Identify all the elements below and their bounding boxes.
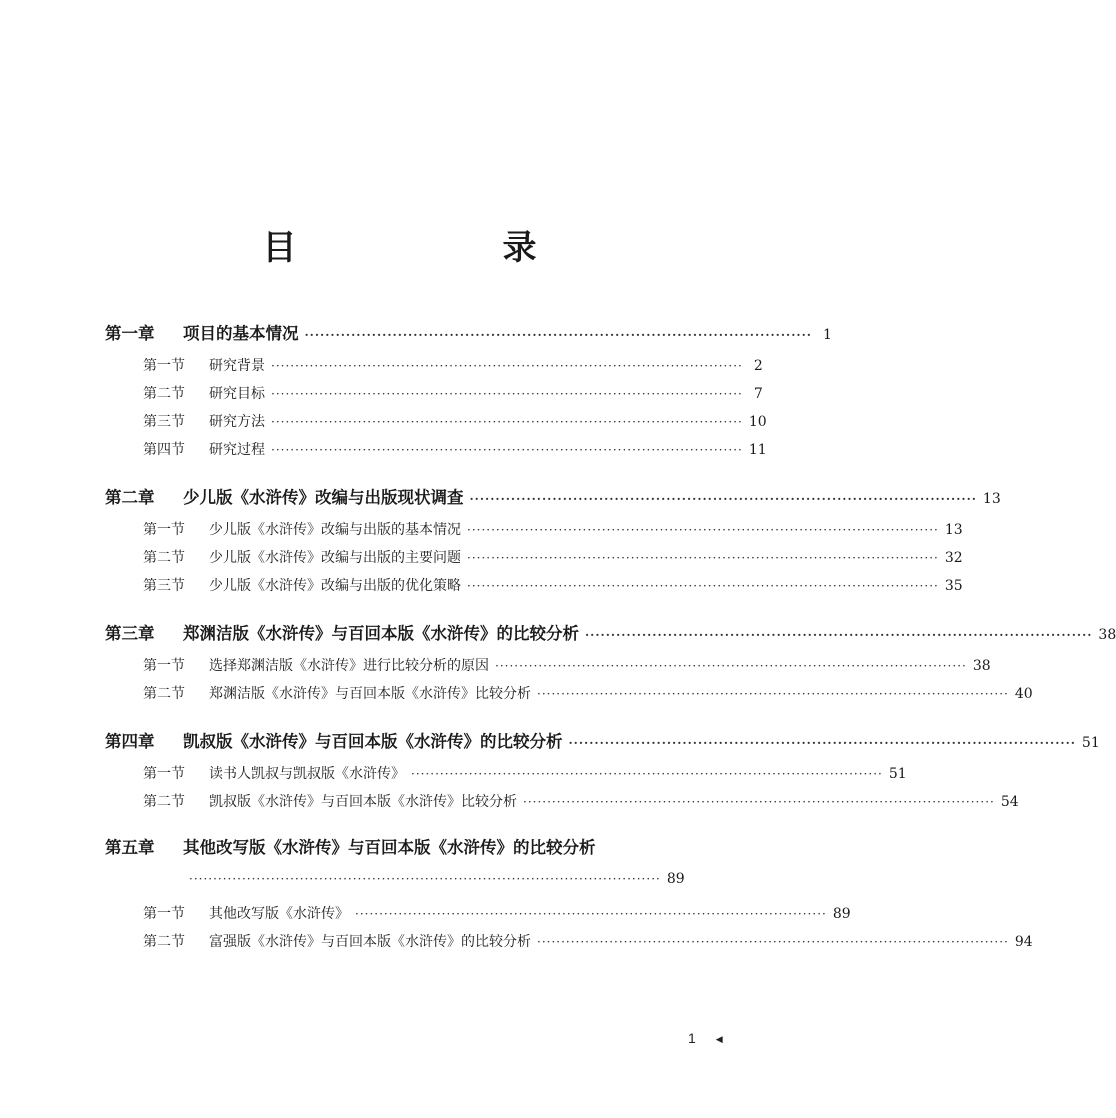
section-number: 第二节 xyxy=(143,550,185,566)
chapter-number: 第一章 xyxy=(105,324,155,343)
toc-chapter-2[interactable] xyxy=(105,480,1001,516)
section-title: 富强版《水浒传》与百回本版《水浒传》的比较分析 xyxy=(209,934,531,950)
chapter-number: 第五章 xyxy=(105,838,155,857)
section-number: 第一节 xyxy=(143,766,185,782)
toc-section[interactable] xyxy=(105,680,1033,708)
chapter-number: 第二章 xyxy=(105,488,155,507)
dot-leader: ·································································································· xyxy=(355,907,827,921)
toc-section[interactable] xyxy=(105,572,963,600)
toc-chapter-1[interactable] xyxy=(105,316,832,352)
dot-leader: ·································································································· xyxy=(469,492,977,506)
section-number: 第一节 xyxy=(143,522,185,538)
section-title: 少儿版《水浒传》改编与出版的主要问题 xyxy=(209,550,461,566)
page-number: 1 xyxy=(823,327,832,343)
chapter-title: 郑渊洁版《水浒传》与百回本版《水浒传》的比较分析 xyxy=(183,624,579,643)
chapter-title: 其他改写版《水浒传》与百回本版《水浒传》的比较分析 xyxy=(183,838,596,857)
toc-section[interactable] xyxy=(105,516,963,544)
section-number: 第二节 xyxy=(143,686,185,702)
page-number: 51 xyxy=(888,766,907,782)
section-number: 第一节 xyxy=(143,358,185,374)
toc-section[interactable] xyxy=(105,380,763,408)
dot-leader: ·································································································· xyxy=(271,415,743,429)
toc-section[interactable] xyxy=(105,900,851,928)
dot-leader: ·································································································· xyxy=(189,872,661,886)
section-title: 研究方法 xyxy=(209,414,265,430)
section-title: 研究目标 xyxy=(209,386,265,402)
page-number: 40 xyxy=(1014,686,1033,702)
toc-section[interactable] xyxy=(105,352,763,380)
section-number: 第三节 xyxy=(143,414,185,430)
page-number: 38 xyxy=(1098,627,1116,643)
section-title: 研究过程 xyxy=(209,442,265,458)
toc-section[interactable] xyxy=(105,652,991,680)
page-number: 54 xyxy=(1000,794,1019,810)
dot-leader: ·································································································· xyxy=(467,523,939,537)
section-number: 第一节 xyxy=(143,906,185,922)
page-number: 10 xyxy=(748,414,767,430)
toc-section[interactable] xyxy=(105,788,1019,816)
toc-chapter-4[interactable] xyxy=(105,724,1100,760)
dot-leader: ·································································································· xyxy=(411,767,883,781)
dot-leader: ·································································································· xyxy=(523,795,995,809)
section-title: 研究背景 xyxy=(209,358,265,374)
footer-page-number: 1 xyxy=(688,1030,696,1046)
page-number: 38 xyxy=(972,658,991,674)
page-number: 11 xyxy=(748,442,767,458)
toc-section[interactable] xyxy=(105,408,767,436)
chapter-title: 少儿版《水浒传》改编与出版现状调查 xyxy=(183,488,464,507)
section-number: 第四节 xyxy=(143,442,185,458)
dot-leader: ·································································································· xyxy=(467,551,939,565)
page-number: 35 xyxy=(944,578,963,594)
dot-leader: ·································································································· xyxy=(271,443,743,457)
dot-leader: ·································································································· xyxy=(271,387,743,401)
page-number: 51 xyxy=(1081,735,1100,751)
page-number: 13 xyxy=(944,522,963,538)
page-number: 89 xyxy=(666,871,685,887)
dot-leader: ·································································································· xyxy=(585,628,1093,642)
page-number: 94 xyxy=(1014,934,1033,950)
left-arrow-icon: ◀ xyxy=(715,1033,723,1044)
table-of-contents xyxy=(105,310,1116,956)
section-title: 其他改写版《水浒传》 xyxy=(209,906,349,922)
section-title: 读书人凯叔与凯叔版《水浒传》 xyxy=(209,766,405,782)
page-number: 2 xyxy=(753,358,763,374)
toc-chapter-5[interactable] xyxy=(105,832,685,894)
section-number: 第二节 xyxy=(143,934,185,950)
toc-section[interactable] xyxy=(105,544,963,572)
page-number: 13 xyxy=(982,491,1001,507)
dot-leader: ·································································································· xyxy=(537,935,1009,949)
toc-section[interactable] xyxy=(105,928,1033,956)
chapter-title: 凯叔版《水浒传》与百回本版《水浒传》的比较分析 xyxy=(183,732,563,751)
section-number: 第三节 xyxy=(143,578,185,594)
section-title: 凯叔版《水浒传》与百回本版《水浒传》比较分析 xyxy=(209,794,517,810)
section-title: 少儿版《水浒传》改编与出版的优化策略 xyxy=(209,578,461,594)
section-number: 第二节 xyxy=(143,794,185,810)
dot-leader: ·································································································· xyxy=(495,659,967,673)
dot-leader: ·································································································· xyxy=(304,328,812,342)
page-title: 目 录 xyxy=(262,228,583,268)
dot-leader: ·································································································· xyxy=(537,687,1009,701)
section-title: 郑渊洁版《水浒传》与百回本版《水浒传》比较分析 xyxy=(209,686,531,702)
section-number: 第二节 xyxy=(143,386,185,402)
chapter-number: 第四章 xyxy=(105,732,155,751)
dot-leader: ·································································································· xyxy=(467,579,939,593)
chapter-title: 项目的基本情况 xyxy=(183,324,299,343)
chapter-number: 第三章 xyxy=(105,624,155,643)
page-number: 32 xyxy=(944,550,963,566)
section-number: 第一节 xyxy=(143,658,185,674)
dot-leader: ·································································································· xyxy=(568,736,1076,750)
page-number: 89 xyxy=(832,906,851,922)
section-title: 选择郑渊洁版《水浒传》进行比较分析的原因 xyxy=(209,658,489,674)
page-number: 7 xyxy=(753,386,763,402)
toc-section[interactable] xyxy=(105,760,907,788)
section-title: 少儿版《水浒传》改编与出版的基本情况 xyxy=(209,522,461,538)
toc-section[interactable] xyxy=(105,436,767,464)
page-footer xyxy=(688,1030,723,1046)
dot-leader: ·································································································· xyxy=(271,359,743,373)
toc-chapter-3[interactable] xyxy=(105,616,1116,652)
